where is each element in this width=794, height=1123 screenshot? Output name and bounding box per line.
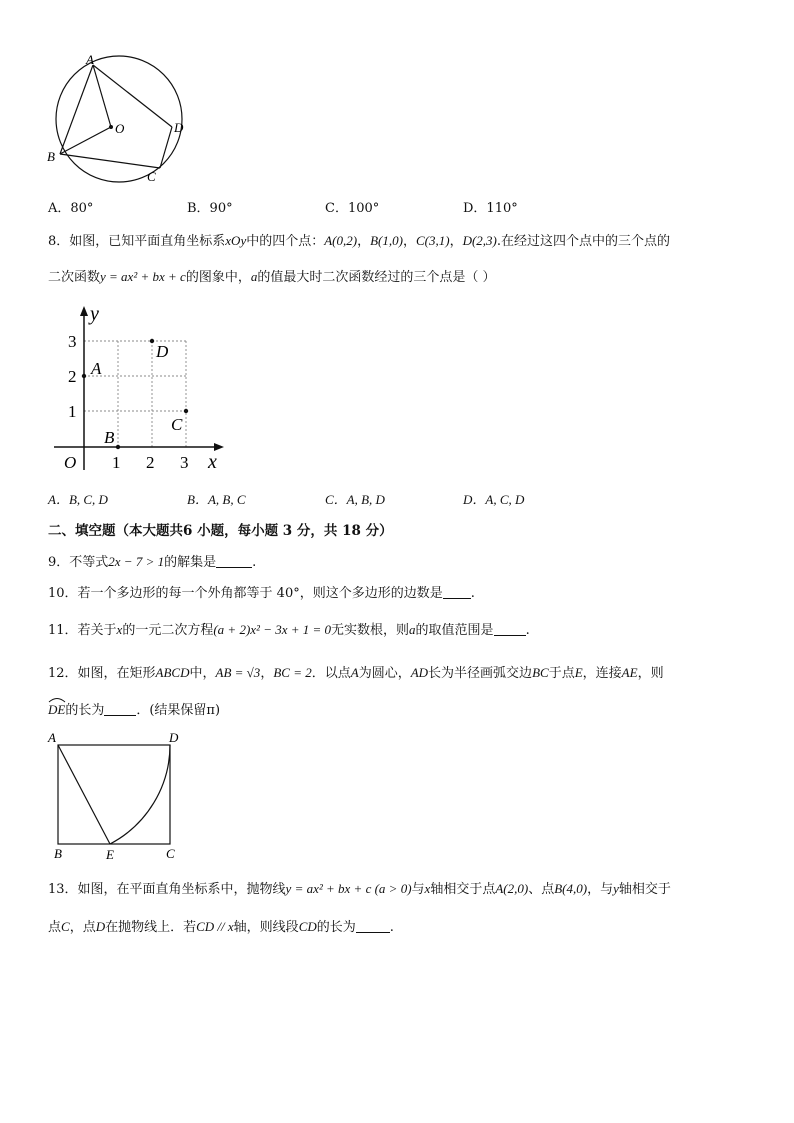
arc-de-figure bbox=[110, 745, 170, 844]
segment-bc bbox=[60, 154, 160, 168]
label-c: C bbox=[166, 846, 175, 861]
x-axis-label: x bbox=[208, 451, 217, 473]
origin-label: O bbox=[64, 453, 77, 472]
point-b bbox=[116, 445, 120, 449]
q8-option-d: D．A, C, D bbox=[463, 492, 525, 507]
label-o: O bbox=[115, 121, 125, 136]
q9: 9．不等式2x − 7 > 1的解集是 . bbox=[48, 554, 257, 570]
q7-option-a: A．80° bbox=[48, 201, 94, 216]
q8-option-b: B．A, B, C bbox=[187, 492, 246, 507]
rectangle-abcd bbox=[58, 745, 170, 844]
point-c-label: C bbox=[171, 415, 183, 434]
q7-option-b: B．90° bbox=[187, 201, 233, 216]
label-d: D bbox=[174, 120, 184, 135]
section-2-title: 二、填空题（本大题共6 小题，每小题 3 分，共 18 分） bbox=[48, 523, 393, 539]
q13-line-1: 13．如图，在平面直角坐标系中，抛物线y = ax² + bx + c (a > 0)与x轴相交于点A(2,0)、点B(4,0)，与y轴相交于 bbox=[48, 881, 671, 897]
tick-y-2: 2 bbox=[68, 367, 77, 386]
q12-answer-blank[interactable] bbox=[104, 703, 136, 716]
q8-option-c: C．A, B, D bbox=[325, 492, 385, 507]
label-a: A bbox=[86, 52, 94, 67]
q7-circle-figure bbox=[44, 52, 194, 192]
x-axis-arrow bbox=[214, 443, 224, 451]
tick-x-3: 3 bbox=[180, 453, 189, 472]
tick-x-2: 2 bbox=[146, 453, 155, 472]
point-a bbox=[82, 374, 86, 378]
point-b-label: B bbox=[104, 428, 115, 447]
q10: 10．若一个多边形的每一个外角都等于 40°，则这个多边形的边数是 . bbox=[48, 586, 475, 601]
segment-ao bbox=[93, 65, 111, 127]
segment-bo bbox=[60, 127, 111, 154]
segment-ad bbox=[93, 65, 172, 127]
q12-line-1: 12．如图，在矩形ABCD中，AB = √3，BC = 2．以点A为圆心，AD长为半径画弧交边BC于点E，连接AE，则 bbox=[48, 665, 664, 681]
y-axis-arrow bbox=[80, 306, 88, 316]
q7-option-c: C．100° bbox=[325, 201, 380, 216]
q11-answer-blank[interactable] bbox=[494, 623, 526, 636]
segment-ab bbox=[60, 65, 93, 154]
point-a-label: A bbox=[91, 359, 102, 378]
q7-option-d: D．110° bbox=[463, 201, 518, 216]
point-c bbox=[184, 409, 188, 413]
q8-line-1: 8．如图，已知平面直角坐标系xOy中的四个点：A(0,2)，B(1,0)，C(3,1)，D(2,3).在经过这四个点中的三个点的 bbox=[48, 233, 671, 249]
label-a: A bbox=[48, 730, 56, 745]
label-c: C bbox=[147, 169, 156, 184]
point-o bbox=[109, 125, 113, 129]
q8-line-2: 二次函数y = ax² + bx + c的图象中，a的值最大时二次函数经过的三个点是（ ） bbox=[48, 269, 496, 285]
q8-coordinate-figure bbox=[48, 298, 238, 478]
point-d bbox=[150, 339, 154, 343]
q13-line-2: 点C，点D在抛物线上．若CD // x轴，则线段CD的长为 . bbox=[48, 919, 394, 935]
label-d: D bbox=[169, 730, 179, 745]
tick-x-1: 1 bbox=[112, 453, 121, 472]
q12-rectangle-figure bbox=[44, 728, 194, 864]
label-e: E bbox=[106, 847, 114, 862]
tick-y-1: 1 bbox=[68, 402, 77, 421]
q9-answer-blank[interactable] bbox=[216, 555, 252, 568]
q8-option-a: A．B, C, D bbox=[48, 492, 108, 507]
y-axis-label: y bbox=[90, 303, 99, 325]
label-b: B bbox=[47, 149, 55, 164]
q10-answer-blank[interactable] bbox=[443, 586, 471, 599]
segment-ae bbox=[58, 745, 110, 844]
circle-o bbox=[56, 56, 182, 182]
q11: 11．若关于x的一元二次方程(a + 2)x² − 3x + 1 = 0无实数根，则a的取值范围是 . bbox=[48, 622, 530, 638]
q12-line-2: DE 的长为 ．(结果保留π) bbox=[48, 701, 220, 720]
label-b: B bbox=[54, 846, 62, 861]
point-d-label: D bbox=[156, 342, 169, 361]
q13-answer-blank[interactable] bbox=[356, 920, 390, 933]
tick-y-3: 3 bbox=[68, 332, 77, 351]
segment-dc bbox=[160, 127, 172, 168]
arc-de: DE bbox=[48, 701, 65, 719]
